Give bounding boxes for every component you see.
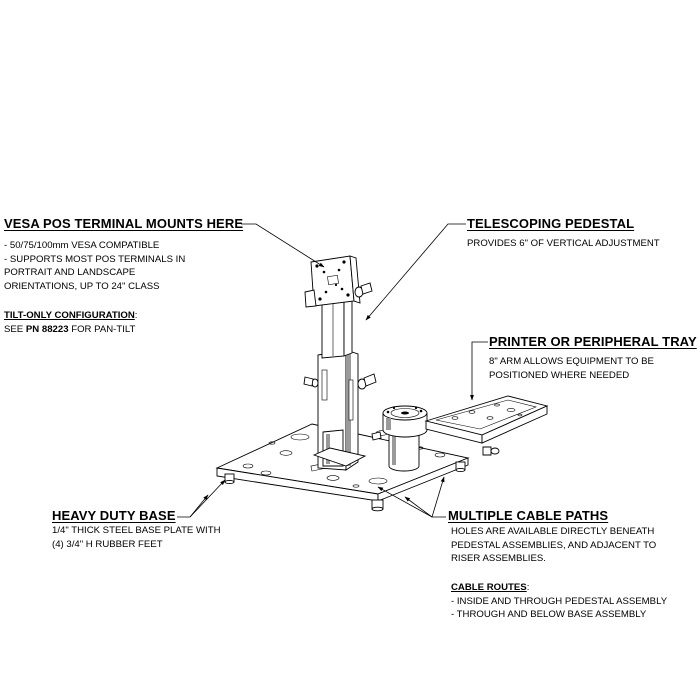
cable-callout-title: MULTIPLE CABLE PATHS (448, 508, 609, 523)
cable-route-item: - THROUGH AND BELOW BASE ASSEMBLY (451, 609, 647, 620)
cable-callout-text (451, 525, 656, 566)
vesa-line: ORIENTATIONS, UP TO 24" CLASS (4, 280, 160, 292)
base-line: 1/4" THICK STEEL BASE PLATE WITH (52, 525, 221, 536)
cable-route-item: - INSIDE AND THROUGH PEDESTAL ASSEMBLY (451, 595, 668, 607)
pedestal-callout-text (467, 237, 660, 251)
tilt-only-suffix: FOR PAN-TILT (68, 323, 136, 335)
vesa-callout-title: VESA POS TERMINAL MOUNTS HERE (4, 216, 244, 231)
vesa-line: - SUPPORTS MOST POS TERMINALS IN (4, 253, 186, 265)
tray-line: 8" ARM ALLOWS EQUIPMENT TO BE (489, 356, 654, 367)
vesa-callout-text (4, 239, 185, 293)
tilt-only-note (4, 309, 137, 336)
base-line: (4) 3/4" H RUBBER FEET (52, 538, 163, 550)
part-number: PN 88223 (25, 323, 69, 335)
pedestal-callout-title: TELESCOPING PEDESTAL (467, 216, 635, 231)
lock-knob (304, 377, 318, 387)
peripheral-tray (426, 396, 547, 455)
tilt-only-prefix: SEE (4, 323, 26, 335)
tray-callout-text (489, 355, 654, 382)
tilt-only-colon: : (134, 310, 138, 321)
tray-line: POSITIONED WHERE NEEDED (489, 369, 630, 381)
base-callout-title: HEAVY DUTY BASE (52, 508, 176, 523)
vesa-line: - 50/75/100mm VESA COMPATIBLE (4, 240, 160, 251)
cable-line: RISER ASSEMBLIES. (451, 553, 546, 564)
tray-callout-title: PRINTER OR PERIPHERAL TRAY (489, 334, 697, 349)
base-callout-text (52, 524, 221, 551)
pedestal-line: PROVIDES 6" OF VERTICAL ADJUSTMENT (467, 238, 660, 249)
cable-routes-colon: : (526, 582, 530, 593)
vesa-line: PORTRAIT AND LANDSCAPE (4, 267, 136, 278)
cable-routes-heading: CABLE ROUTES (451, 582, 527, 593)
cable-routes-note (451, 581, 667, 622)
height-knob (358, 374, 376, 389)
cable-line: HOLES ARE AVAILABLE DIRECTLY BENEATH (451, 526, 655, 537)
tilt-only-heading: TILT-ONLY CONFIGURATION (4, 310, 135, 321)
vesa-plate (305, 256, 372, 307)
cable-line: PEDESTAL ASSEMBLIES, AND ADJACENT TO (451, 539, 657, 551)
